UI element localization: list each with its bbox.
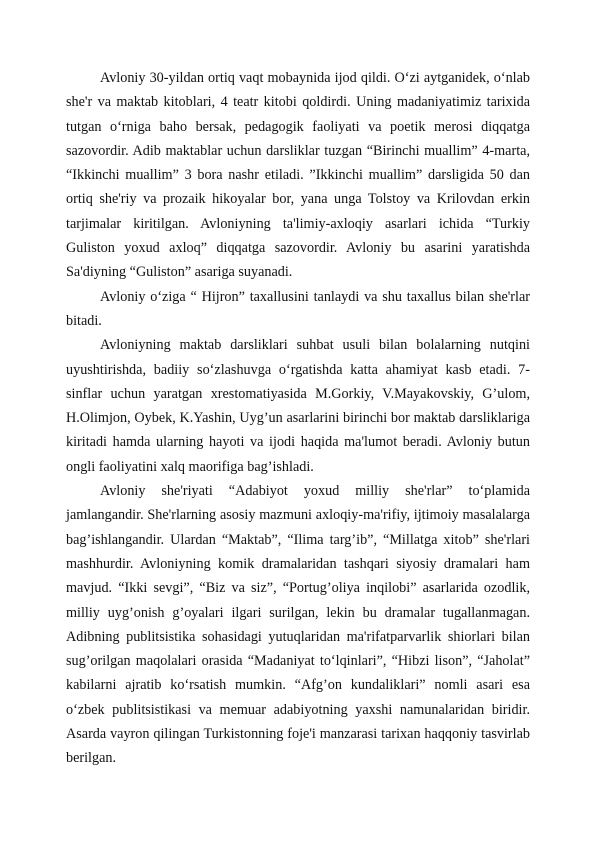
document-page	[66, 66, 530, 771]
paragraph-3: Avloniyning maktab darsliklari suhbat usuli bilan bolalarning nutqini uyushtirishda, badiiy so‘zlashuvga o‘rgatishda katta ahamiyat kasb etadi. 7-sinflar uchun yaratgan xrestomatiyasida M.Gorkiy, V.Mayakovskiy, G’ulom, H.Olimjon, Oybek, K.Yashin, Uyg’un asarlarini birinchi bor maktab darsliklariga kiritadi hamda ularning hayoti va ijodi haqida ma'lumot beradi. Avloniy butun ongli faoliyatini xalq maorifiga bag’ishladi.	[66, 337, 530, 475]
paragraph-2: Avloniy o‘ziga “ Hijron” taxallusini tanlaydi va shu taxallus bilan she'rlar bitadi.	[66, 288, 530, 329]
paragraph-1: Avloniy 30-yildan ortiq vaqt mobaynida ijod qildi. O‘zi aytganidek, o‘nlab she'r va maktab kitoblari, 4 teatr kitobi qoldirdi. Uning madaniyatimiz tarixida tutgan o‘rniga baho bersak, pedagogik faoliyati va poetik merosi diqqatga sazovordir. Adib maktablar uchun darsliklar tuzgan “Birinchi muallim” 4-marta, “Ikkinchi muallim” 3 bora nashr etiladi. ”Ikkinchi muallim” darsligida 50 dan ortiq she'riy va prozaik hikoyalar bor, yana unga Tolstoy va Krilovdan erkin tarjimalar kiritilgan. Avloniyning ta'limiy-axloqiy asarlari ichida “Turkiy Guliston yoxud axloq” diqqatga sazovordir. Avloniy bu asarini yaratishda Sa'diyning “Guliston” asariga suyanadi.	[66, 70, 530, 281]
paragraph-4: Avloniy she'riyati “Adabiyot yoxud milliy she'rlar” to‘plamida jamlangandir. She'rlarning asosiy mazmuni axloqiy-ma'rifiy, ijtimoiy masalalarga bag’ishlangandir. Ulardan “Maktab”, “Ilima targ’ib”, “Millatga xitob” she'rlari mashhurdir. Avloniyning komik dramalaridan tashqari siyosiy dramalari ham mavjud. “Ikki sevgi”, “Biz va siz”, “Portug’oliya inqilobi” asarlarida ozodlik, milliy uyg’onish g’oyalari ilgari surilgan, lekin bu dramalar tugallanmagan. Adibning publitsistika sohasidagi yutuqlaridan ma'rifatparvarlik shiorlari bilan sug’orilgan maqolalari orasida “Madaniyat to‘lqinlari”, “Hibzi lison”, “Jaholat” kabilarni ajratib ko‘rsatish mumkin. “Afg’on kundaliklari” nomli asari esa o‘zbek publitsistikasi va memuar adabiyotning yaxshi namunalaridan biridir. Asarda vayron qilingan Turkistonning foje'i manzarasi tarixan haqqoniy tasvirlab berilgan.	[66, 483, 530, 767]
